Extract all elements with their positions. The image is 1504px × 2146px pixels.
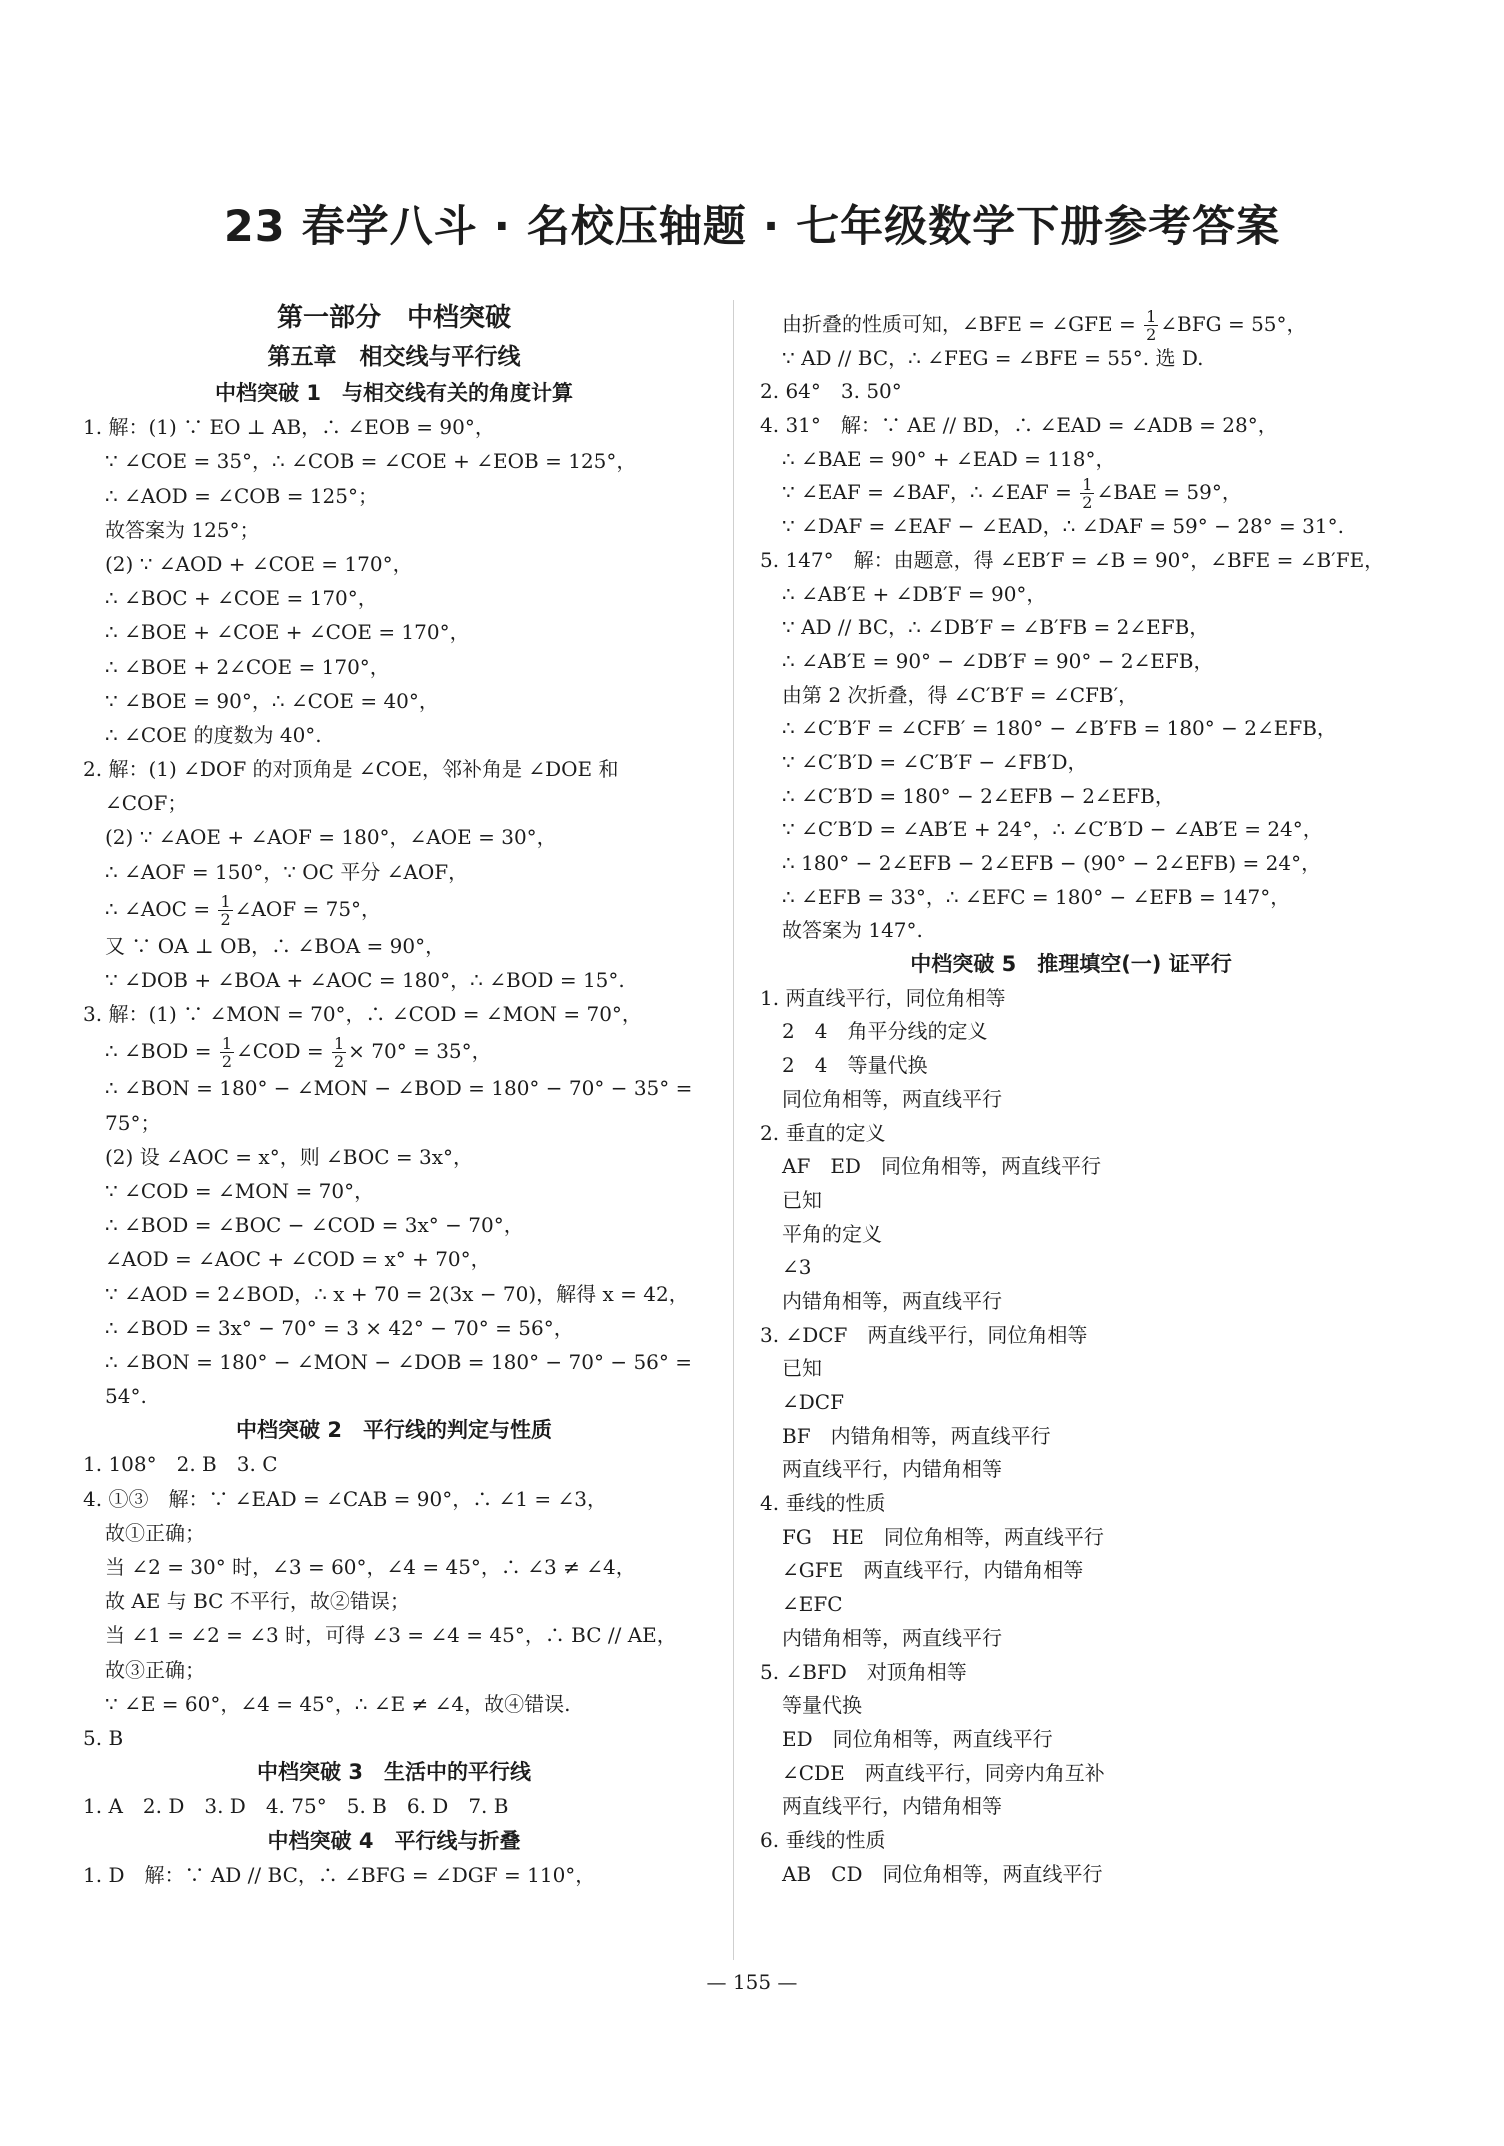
answer-line: ∵ AD // BC，∴ ∠DB′F = ∠B′FB = 2∠EFB， [782, 615, 1210, 640]
answer-line: 1. 两直线平行，同位角相等 [760, 985, 1006, 1010]
section-heading: 第五章 相交线与平行线 [267, 344, 521, 370]
page-title: 23 春学八斗 · 名校压轴题 · 七年级数学下册参考答案 [223, 202, 1281, 252]
answer-line: ∵ ∠COD = ∠MON = 70°， [105, 1178, 375, 1203]
answer-line: ∴ ∠EFB = 33°，∴ ∠EFC = 180° − ∠EFB = 147°， [782, 884, 1291, 909]
answer-line: ∠AOD = ∠AOC + ∠COD = x° + 70°， [105, 1247, 491, 1272]
fraction: $\frac{1}{2}$ [333, 1034, 345, 1072]
answer-line: (2) ∵ ∠AOE + ∠AOF = 180°，∠AOE = 30°， [105, 825, 557, 850]
answer-line: 内错角相等，两直线平行 [782, 1288, 1002, 1313]
answer-line: 由折叠的性质可知，∠BFE = ∠GFE = $\frac{1}{2}$ ∠BFG = 55°， [782, 307, 1307, 344]
left-column [83, 298, 705, 1892]
answer-line: ∴ ∠AB′E + ∠DB′F = 90°， [782, 581, 1047, 606]
answer-line: 已知 [782, 1356, 822, 1381]
answer-line: 两直线平行，内错角相等 [782, 1794, 1002, 1819]
answer-line: 75°； [105, 1110, 161, 1135]
answer-line: 当 ∠2 = 30° 时，∠3 = 60°，∠4 = 45°，∴ ∠3 ≠ ∠4， [105, 1555, 636, 1579]
fraction: $\frac{1}{2}$ [220, 891, 231, 929]
answer-line: ∴ ∠AOD = ∠COB = 125°； [105, 483, 378, 508]
answer-line: 等量代换 [782, 1693, 862, 1718]
answer-line: BF 内错角相等，两直线平行 [782, 1423, 1051, 1448]
section-heading: 中档突破 2 平行线的判定与性质 [236, 1418, 552, 1443]
answer-line: ∴ ∠C′B′D = 180° − 2∠EFB − 2∠EFB， [782, 783, 1175, 808]
fraction: $\frac{1}{2}$ [1146, 307, 1157, 344]
answer-line: ∴ ∠AOF = 150°，∵ OC 平分 ∠AOF， [105, 859, 469, 884]
answer-line: ∴ ∠BOD = 3x° − 70° = 3 × 42° − 70° = 56°， [105, 1315, 574, 1340]
answer-line: 4. 31° 解：∵ AE // BD，∴ ∠EAD = ∠ADB = 28°， [760, 413, 1278, 438]
answer-line: ∴ ∠BON = 180° − ∠MON − ∠BOD = 180° − 70° − 35° = [105, 1076, 693, 1101]
answer-line: ∴ ∠AOC = $\frac{1}{2}$ ∠AOF = 75°， [105, 891, 382, 929]
answer-line: 故答案为 147°. [782, 918, 923, 943]
answer-line: ∠CDE 两直线平行，同旁内角互补 [782, 1760, 1105, 1785]
answer-line: ∴ ∠BAE = 90° + ∠EAD = 118°， [782, 446, 1116, 471]
answer-line: 当 ∠1 = ∠2 = ∠3 时，可得 ∠3 = ∠4 = 45°，∴ BC // AE， [105, 1623, 677, 1648]
answer-line: ∵ ∠C′B′D = ∠C′B′F − ∠FB′D， [782, 749, 1088, 774]
answer-line: ∴ ∠BOC + ∠COE = 170°， [105, 586, 378, 611]
answer-line: 1. D 解：∵ AD // BC，∴ ∠BFG = ∠DGF = 110°， [83, 1862, 596, 1887]
right-column [760, 307, 1385, 1891]
answer-line: ∴ ∠BON = 180° − ∠MON − ∠DOB = 180° − 70° − 56° = [105, 1349, 693, 1374]
answer-line: ∵ ∠E = 60°，∠4 = 45°，∴ ∠E ≠ ∠4，故④错误. [105, 1691, 571, 1716]
answer-line: 2. 垂直的定义 [760, 1120, 886, 1145]
answer-line: ∵ AD // BC，∴ ∠FEG = ∠BFE = 55°. 选 D. [782, 345, 1204, 370]
answer-line: 故①正确； [105, 1520, 205, 1545]
answer-line: 54°. [105, 1384, 147, 1409]
answer-line: 5. 147° 解：由题意，得 ∠EB′F = ∠B = 90°，∠BFE = ∠B′FE， [760, 547, 1385, 572]
answer-line: 5. ∠BFD 对顶角相等 [760, 1659, 967, 1684]
answer-line: 2. 解：(1) ∠DOF 的对顶角是 ∠COE，邻补角是 ∠DOE 和 [83, 757, 619, 782]
answer-line: ∵ ∠DAF = ∠EAF − ∠EAD，∴ ∠DAF = 59° − 28° = 31°. [782, 514, 1344, 539]
answer-line: (2) ∵ ∠AOD + ∠COE = 170°， [105, 551, 413, 576]
answer-line: ∵ ∠EAF = ∠BAF，∴ ∠EAF = $\frac{1}{2}$ ∠BAE = 59°， [782, 475, 1242, 513]
answer-line: 1. 解：(1) ∵ EO ⊥ AB，∴ ∠EOB = 90°， [83, 415, 495, 440]
answer-line: 由第 2 次折叠，得 ∠C′B′F = ∠CFB′， [782, 682, 1139, 707]
column-divider [733, 300, 734, 1960]
answer-line: ∴ 180° − 2∠EFB − 2∠EFB − (90° − 2∠EFB) = 24°， [782, 851, 1322, 875]
answer-line: 3. ∠DCF 两直线平行，同位角相等 [760, 1322, 1088, 1347]
answer-line: 1. A 2. D 3. D 4. 75° 5. B 6. D 7. B [83, 1794, 509, 1819]
section-heading: 中档突破 4 平行线与折叠 [267, 1828, 521, 1853]
answer-line: ∵ ∠AOD = 2∠BOD，∴ x + 70 = 2(3x − 70)，解得 x = 42， [105, 1281, 689, 1306]
fraction: $\frac{1}{2}$ [1082, 475, 1093, 513]
answer-line: 2 4 角平分线的定义 [782, 1019, 988, 1044]
answer-line: 6. 垂线的性质 [760, 1827, 886, 1852]
answer-line: ∵ ∠BOE = 90°，∴ ∠COE = 40°， [105, 688, 439, 713]
page-number: — 155 — [706, 1970, 798, 1994]
answer-line: ∠GFE 两直线平行，内错角相等 [782, 1558, 1084, 1583]
answer-line: 平角的定义 [782, 1221, 882, 1246]
answer-line: ∴ ∠AB′E = 90° − ∠DB′F = 90° − 2∠EFB， [782, 648, 1214, 673]
answer-line: AB CD 同位角相等，两直线平行 [782, 1861, 1103, 1886]
answer-line: FG HE 同位角相等，两直线平行 [782, 1524, 1104, 1549]
answer-line: 又 ∵ OA ⊥ OB，∴ ∠BOA = 90°， [105, 933, 446, 958]
answer-line: ∠EFC [782, 1592, 843, 1617]
answer-line: 2 4 等量代换 [782, 1053, 928, 1078]
answer-line: 4. 垂线的性质 [760, 1491, 886, 1516]
answer-line: 故③正确； [105, 1657, 205, 1682]
answer-line: ∴ ∠COE 的度数为 40°. [105, 722, 322, 747]
answer-line: ∴ ∠BOD = $\frac{1}{2}$ ∠COD = $\frac{1}{2}$ × 70° = 35°， [105, 1034, 492, 1072]
answer-line: 故 AE 与 BC 不平行，故②错误； [105, 1589, 410, 1614]
answer-line: 1. 108° 2. B 3. C [83, 1452, 278, 1477]
answer-line: 两直线平行，内错角相等 [782, 1457, 1002, 1482]
answer-line: 内错角相等，两直线平行 [782, 1625, 1002, 1650]
fraction: $\frac{1}{2}$ [221, 1034, 232, 1072]
section-heading: 中档突破 1 与相交线有关的角度计算 [215, 381, 573, 405]
answer-line: ∵ ∠DOB + ∠BOA + ∠AOC = 180°，∴ ∠BOD = 15°. [105, 968, 625, 992]
answer-line: 同位角相等，两直线平行 [782, 1086, 1002, 1111]
section-heading: 中档突破 5 推理填空(一) 证平行 [910, 952, 1232, 977]
answer-line: 5. B [83, 1725, 124, 1750]
answer-line: 2. 64° 3. 50° [760, 379, 902, 404]
answer-line: ∴ ∠BOD = ∠BOC − ∠COD = 3x° − 70°， [105, 1213, 524, 1238]
answer-line: 故答案为 125°； [105, 517, 260, 542]
answer-line: ∵ ∠COE = 35°，∴ ∠COB = ∠COE + ∠EOB = 125°， [105, 449, 637, 474]
answer-line: ∴ ∠BOE + ∠COE + ∠COE = 170°， [105, 620, 470, 645]
answer-line: (2) 设 ∠AOC = x°，则 ∠BOC = 3x°， [105, 1144, 474, 1169]
answer-line: ∠COF； [105, 791, 188, 816]
answer-line: 3. 解：(1) ∵ ∠MON = 70°，∴ ∠COD = ∠MON = 70°， [83, 1002, 642, 1027]
answer-line: AF ED 同位角相等，两直线平行 [782, 1154, 1101, 1179]
section-heading: 第一部分 中档突破 [276, 303, 511, 333]
answer-line: ∴ ∠C′B′F = ∠CFB′ = 180° − ∠B′FB = 180° − 2∠EFB， [782, 716, 1337, 741]
answer-line: 4. ①③ 解：∵ ∠EAD = ∠CAB = 90°，∴ ∠1 = ∠3， [83, 1486, 608, 1511]
answer-line: ∴ ∠BOE + 2∠COE = 170°， [105, 654, 390, 679]
answer-line: ∠3 [782, 1255, 812, 1280]
section-heading: 中档突破 3 生活中的平行线 [257, 1760, 531, 1785]
answer-line: 已知 [782, 1187, 822, 1212]
answer-line: ∵ ∠C′B′D = ∠AB′E + 24°，∴ ∠C′B′D − ∠AB′E = 24°， [782, 817, 1323, 842]
answer-line: ED 同位角相等，两直线平行 [782, 1726, 1053, 1751]
answer-line: ∠DCF [782, 1390, 844, 1414]
